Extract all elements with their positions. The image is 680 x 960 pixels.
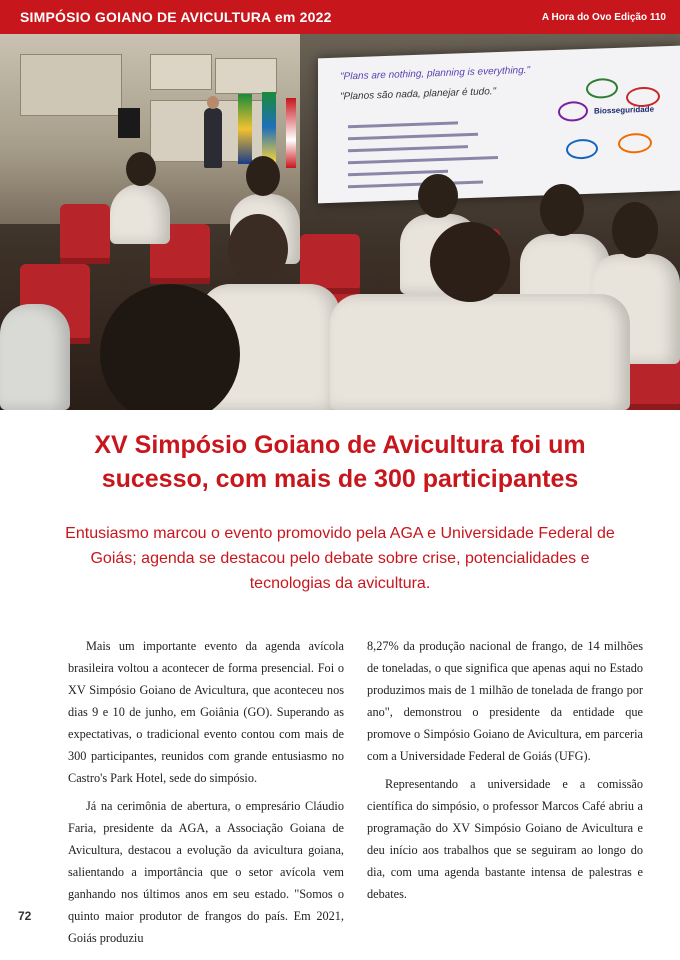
article-column-left — [68, 635, 344, 955]
edition-label: A Hora do Ovo Edição 110 — [541, 11, 666, 23]
article-title: XV Simpósio Goiano de Avicultura foi um sucesso, com mais de 300 participantes — [94, 431, 586, 493]
paragraph: 8,27% da produção nacional de frango, de 14 milhões de toneladas, o que significa que apenas aqui no Estado produzimos mais de 1 milhão de tonelada de frango por ano", demonstrou o presidente da entidade que promove o Simpósio Goiano de Avicultura, em parceria com a Universidade Federal de Goiás (UFG). — [367, 639, 643, 763]
article-subtitle: Entusiasmo marcou o evento promovido pela AGA e Universidade Federal de Goiás; agenda se destacou pelo debate sobre crise, potencialidades e tecnologias da avicultura. — [65, 525, 615, 592]
presentation-screen — [318, 46, 680, 204]
video-camera — [118, 108, 140, 138]
paragraph: Representando a universidade e a comissão científica do simpósio, o professor Marcos Café abriu a programação do XV Simpósio Goiano de Avicultura e deu início aos trabalhos que se seguiram ao longo do dia, com uma agenda bastante intensa de palestras e debates. — [367, 777, 643, 901]
section-title: SIMPÓSIO GOIANO DE AVICULTURA em 2022 — [20, 9, 332, 25]
page-number: 72 — [18, 909, 32, 923]
header-bar — [0, 0, 680, 34]
article-column-right — [367, 635, 643, 911]
slide-quote-en: "Plans are nothing, planning is everything." — [340, 64, 530, 83]
event-photo — [0, 34, 680, 410]
slide-quote-pt: "Planos são nada, planejar é tudo." — [340, 86, 497, 103]
paragraph: Já na cerimônia de abertura, o empresário Cláudio Faria, presidente da AGA, a Associação Goiana de Avicultura, destacou a evolução da avicultura goiana, salientando a importância que o setor avícola vem ganhando nos últimos anos em seu estado. "Somos o quinto maior produtor de frangos do país. Em 2021, Goiás produziu — [68, 799, 344, 945]
slide-label: Biosseguridade — [594, 104, 655, 116]
speaker — [204, 108, 222, 168]
paragraph: Mais um importante evento da agenda avícola brasileira voltou a acontecer de forma presencial. Foi o XV Simpósio Goiano de Avicultura, que aconteceu nos dias 9 e 10 de junho, em Goiânia (GO). Superando as expectativas, o tradicional evento contou com mais de 300 participantes, reunidos com grande entusiasmo no Castro's Park Hotel, sede do simpósio. — [68, 639, 344, 785]
